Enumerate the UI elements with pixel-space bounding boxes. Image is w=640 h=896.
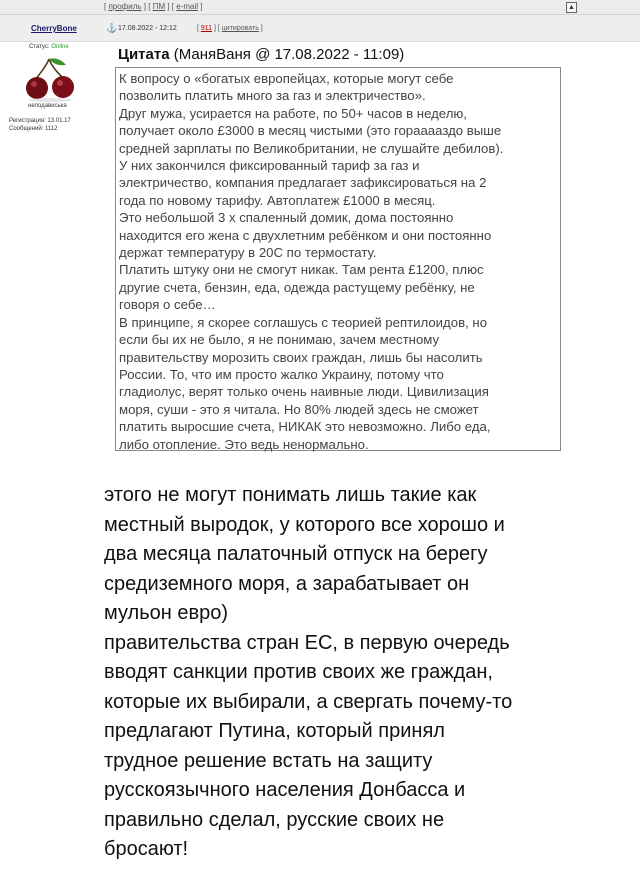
post-line: которые их выбирали, а свергать почему-то <box>104 690 513 713</box>
quote-line: позволить платить много за газ и электричество». <box>119 88 426 104</box>
post-line: мульон евро) <box>104 602 229 624</box>
quote-line: моря, суши - это я читала. Но 80% людей здесь не сможет <box>119 401 479 417</box>
quote-line: электричество, компания предлагает зафиксироваться на 2 <box>119 175 487 191</box>
quote-line: находится его жена с двухлетним ребёнком и они постоянно <box>119 227 492 243</box>
profile-link[interactable]: профиль <box>108 2 142 11</box>
quote-box <box>115 67 561 451</box>
post-line: этого не могут понимать лишь такие как <box>104 484 477 506</box>
quote-line: средней зарплаты по Великобритании, не слушайте дебилов). <box>119 140 504 156</box>
post-line: местный выродок, у которого все хорошо и <box>104 513 505 536</box>
quote-line: У них закончился фиксированный тариф за газ и <box>119 158 420 174</box>
post-line: вводят санкции против своих же граждан, <box>104 661 493 683</box>
post-line: предлагают Путина, который принял <box>104 720 445 742</box>
quote-line: Платить штуку они не смогут никак. Там рента £1200, плюс <box>119 262 484 278</box>
quote-line: держат температуру в 20С по термостату. <box>119 245 377 261</box>
post-header <box>0 15 640 42</box>
post-line: русскоязычного населения Донбасса и <box>104 779 466 801</box>
post-body <box>104 481 634 865</box>
email-link[interactable]: e-mail <box>176 2 199 11</box>
anchor-icon[interactable]: ⚓ <box>106 23 118 33</box>
status-label: Статус: <box>29 44 50 50</box>
quote-line: России. То, что им просто жалко Украину, потому что <box>119 366 444 382</box>
post-date: 17.08.2022 - 12:12 <box>118 25 177 32</box>
quote-label: Цитата <box>118 46 170 63</box>
post-line: бросают! <box>104 838 189 860</box>
top-bar <box>0 0 640 15</box>
post-line: правительства стран ЕС, в первую очередь <box>104 631 510 654</box>
pm-link[interactable]: ПМ <box>152 2 166 11</box>
quote-line: гладиолус, верят только очень наивные люди. Цивилизация <box>119 384 489 400</box>
quote-line: правительству морозить своих граждан, лишь бы насолить <box>119 349 483 365</box>
avatar-caption: неподависька <box>28 103 67 109</box>
post-line: правильно сделал, русские своих не <box>104 808 445 831</box>
post-actions: [ 911 ] [ цитировать ] <box>197 25 263 32</box>
cite-link[interactable]: цитировать <box>221 25 259 32</box>
quote-header <box>118 46 404 63</box>
post-line: средиземного моря, а зарабатывает он <box>104 572 470 595</box>
message-count: Сообщений: 1112 <box>9 126 58 132</box>
author-name[interactable]: CherryBone <box>31 24 77 33</box>
quote-line: говоря о себе… <box>119 297 216 313</box>
quote-line: если бы их не было, я не понимаю, зачем местному <box>119 332 440 348</box>
cherry-avatar <box>22 57 80 103</box>
quote-line: либо отопление. Это ведь ненормально. <box>119 436 369 452</box>
user-status <box>29 44 69 50</box>
profile-links: [ профиль ] [ ПМ ] [ e-mail ] <box>104 2 203 11</box>
quote-line: платить выросшие счета, НИКАК это невозможно. Либо еда, <box>119 419 491 435</box>
post-number-link[interactable]: 911 <box>200 25 213 32</box>
quote-line: года по новому тарифу. Автоплатеж £1000 в месяц. <box>119 192 436 208</box>
post-line: два месяца палаточный отпуск на берегу <box>104 543 488 565</box>
registration-info <box>9 117 71 133</box>
registration-date: Регистрация: 13.01.17 <box>9 118 71 124</box>
quote-line: получает около £3000 в месяц чистыми (это горааааздо выше <box>119 123 502 139</box>
post-line: трудное решение встать на защиту <box>104 749 433 772</box>
quote-source: (МаняВаня @ 17.08.2022 - 11:09) <box>173 46 405 63</box>
quote-line: Друг мужа, усирается на работе, по 50+ часов в неделю, <box>119 105 467 121</box>
quote-line: К вопросу о «богатых европейцах, которые могут себе <box>119 71 454 86</box>
arrow-up-icon[interactable]: ▲ <box>566 2 577 13</box>
status-online: Online <box>51 44 69 50</box>
quote-line: Это небольшой 3 х спаленный домик, дома постоянно <box>119 210 454 226</box>
quote-line: другие счета, бензин, еда, одежда растущему ребёнку, не <box>119 279 475 295</box>
quote-line: В принципе, я скорее соглашусь с теорией рептилоидов, но <box>119 314 488 330</box>
